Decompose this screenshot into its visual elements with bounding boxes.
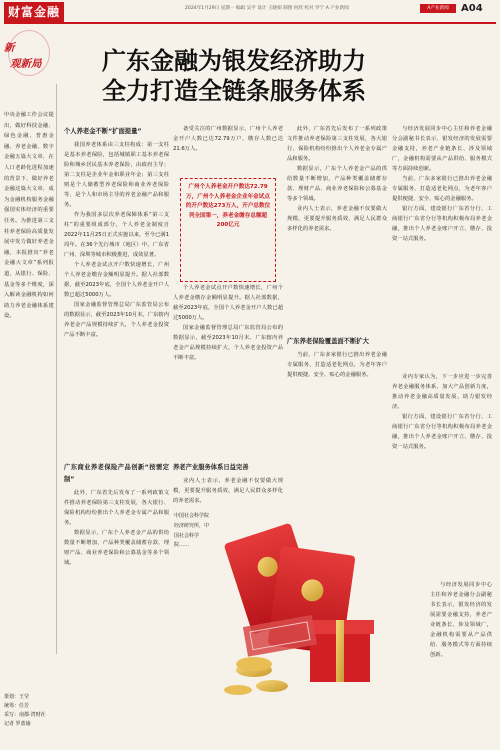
article-column-3 <box>287 124 387 334</box>
logo-line-1: 新 <box>4 42 15 54</box>
gift-box <box>306 620 374 682</box>
page-number: A04 <box>461 3 483 14</box>
paragraph: 银行方面，建设银行广东省分行、工商银行广东省分行等机构积极布局养老金融，推出个人养老金账户开立、缴存、投资一站式服务。 <box>392 206 492 242</box>
paragraph: 业内专家认为，下一步应进一步完善养老金融服务体系，加大产品创新力度，推动养老金融高质量发展，助力银发经济。 <box>392 374 492 410</box>
paragraph: 个人养老金试点开户数快速增长，广州个人养老金缴存金额明显提升。据人社部数据，截至2023年底，全国个人养老金开户人数已超过5000万人。 <box>173 285 283 321</box>
credits <box>4 693 56 729</box>
paragraph: 国家金融监督管理总局广东监管局公布的数据显示，截至2023年10月末，广东辖内养老金产品规模持续扩大，个人养老金投资产品不断丰富。 <box>64 302 169 338</box>
column-divider <box>56 84 57 654</box>
credit-writer: 采写：南都·湾财社 <box>4 712 46 718</box>
credit-reporter: 记者 罗蓝瑜 <box>4 721 31 727</box>
headline <box>102 46 472 106</box>
paragraph: 此外，广东省先后发布了一系列政策文件推动养老保险第三支柱发展，各大银行、保险机构纷纷推出个人养老金专属产品和服务。 <box>64 490 169 526</box>
subhead-1: 个人养老金不断“扩面提量” <box>64 128 142 135</box>
paragraph: 银行方面，建设银行广东省分行、工商银行广东省分行等机构积极布局养老金融，推出个人养老金账户开立、缴存、投资一站式服务。 <box>392 414 492 450</box>
credit-coord: 统筹：任芳 <box>4 703 30 709</box>
subhead-2: 广东商业养老保险产品创新“按需定制” <box>64 464 169 483</box>
paragraph: 与经济发展同步中心主任和养老金融分会副秘书长表示，银发经济的发展需要金融支持，养老产业链条长、涉及领域广，金融机构需要从产品供给、服务模式等方面持续创新。 <box>430 582 492 658</box>
left-column <box>4 26 54 702</box>
article-column-4b <box>392 372 492 582</box>
article-column-3b <box>287 334 387 454</box>
red-envelope-illustration <box>214 510 384 720</box>
subhead-3: 养老产业服务体系日益完善 <box>173 464 249 471</box>
headline-line-1: 广东金融为银发经济助力 <box>102 47 366 75</box>
column-logo <box>4 26 54 96</box>
logo-line-2: 观新局 <box>10 58 42 70</box>
paragraph: 数据显示，广东个人养老金产品的供给数量不断增加，产品种类覆盖储蓄存款、理财产品、商业养老保险和公募基金等多个领域。 <box>287 166 387 202</box>
article-column-4 <box>392 124 492 372</box>
article-column-2b <box>173 283 283 459</box>
header-rule <box>4 22 496 24</box>
side-caption: 中国社会科学院经济研究所，中国社会科学院…… <box>174 513 210 549</box>
paragraph: 作为我国多层次养老保障体系“第三支柱”的重要组成部分，个人养老金制度自2022年11月25日正式实施以来，至今已满1周年。在36个先行城市（地区）中，广东省广州、深圳等城市积极推进，成效显著。 <box>64 212 169 258</box>
article-column-1b <box>64 460 169 715</box>
section-tag: 财富金融 <box>4 2 64 22</box>
paragraph: 业内人士表示，养老金融不仅要做大规模，更要提升服务质效，满足人民群众多样化的养老需求。 <box>173 478 283 504</box>
paragraph: 当前，广东多家银行已推出养老金融专属服务，打造适老化网点，为老年客户提供便捷、安全、贴心的金融服务。 <box>287 352 387 378</box>
paragraph: 数据显示，广东个人养老金产品的供给数量不断增加，产品种类覆盖储蓄存款、理财产品、商业养老保险和公募基金等多个领域。 <box>64 530 169 566</box>
article-column-2 <box>173 124 283 164</box>
intro-text: 中央金融工作会议提出，做好科技金融、绿色金融、普惠金融、养老金融、数字金融五篇大文章，在人口老龄化进程加速的背景下，做好养老金融这篇大文章，成为金融机构服务金融强国实体经济的重要任务。为推进第三支柱养老保险高质量发展中发力做好养老金融，本报推出“养老金融大文章”系列报道，从银行、保险、基金等多个维度，深入解读金融机构如何助力养老金融体系建设。 <box>4 112 54 320</box>
paragraph: 备受关注的广州数据显示，广州个人养老金开户人数已达72.79万户，缴存人数已达21.6万人。 <box>173 126 283 152</box>
paragraph: 此外，广东省先后发布了一系列政策文件推动养老保险第三支柱发展，各大银行、保险机构纷纷推出个人养老金专属产品和服务。 <box>287 126 387 162</box>
article-column-4c <box>430 580 492 720</box>
paragraph: 业内人士表示，养老金融不仅要做大规模，更要提升服务质效，满足人民群众多样化的养老需求。 <box>287 206 387 232</box>
paragraph: 当前，广东多家银行已推出养老金融专属服务，打造适老化网点，为老年客户提供便捷、安全、贴心的金融服务。 <box>392 176 492 202</box>
headline-line-2: 全力打造全链条服务体系 <box>102 77 366 105</box>
subhead-4: 广东养老保险覆盖面不断扩大 <box>287 338 369 345</box>
header-meta: 2024年1月29日 星期一 编辑 吴平 设计 王晓娟 制图 何欣 校对 罗宁 A 产业新闻 <box>185 6 349 11</box>
paragraph: 国家金融监督管理总局广东监管局公布的数据显示，截至2023年10月末，广东辖内养老金产品规模持续扩大，个人养老金投资产品不断丰富。 <box>173 325 283 361</box>
paragraph: 我国养老体系由三支柱构成：第一支柱是基本养老保险，包括城镇职工基本养老保险和城乡居民基本养老保险，由政府主导；第二支柱是企业年金和职业年金；第三支柱则是个人储蓄型养老保险和商业养老保险等，是个人和市场主导的养老金融产品和服务。 <box>64 142 169 208</box>
highlight-callout: 广州个人养老金开户数达72.79万，广州个人养老金企业年金试点的开户数达273万人，开户总数位列全国第一，养老金缴存总额超200亿元 <box>180 178 276 282</box>
paragraph: 与经济发展同步中心主任和养老金融分会副秘书长表示，银发经济的发展需要金融支持，养老产业链条长、涉及领域广，金融机构需要从产品供给、服务模式等方面持续创新。 <box>392 126 492 172</box>
paragraph: 个人养老金试点开户数快速增长，广州个人养老金缴存金额明显提升。据人社部数据，截至2023年底，全国个人养老金开户人数已超过5000万人。 <box>64 262 169 298</box>
article-column-1 <box>64 124 169 454</box>
section-badge: A产业新闻 <box>420 4 456 13</box>
credit-policy: 策划：王莹 <box>4 694 30 700</box>
